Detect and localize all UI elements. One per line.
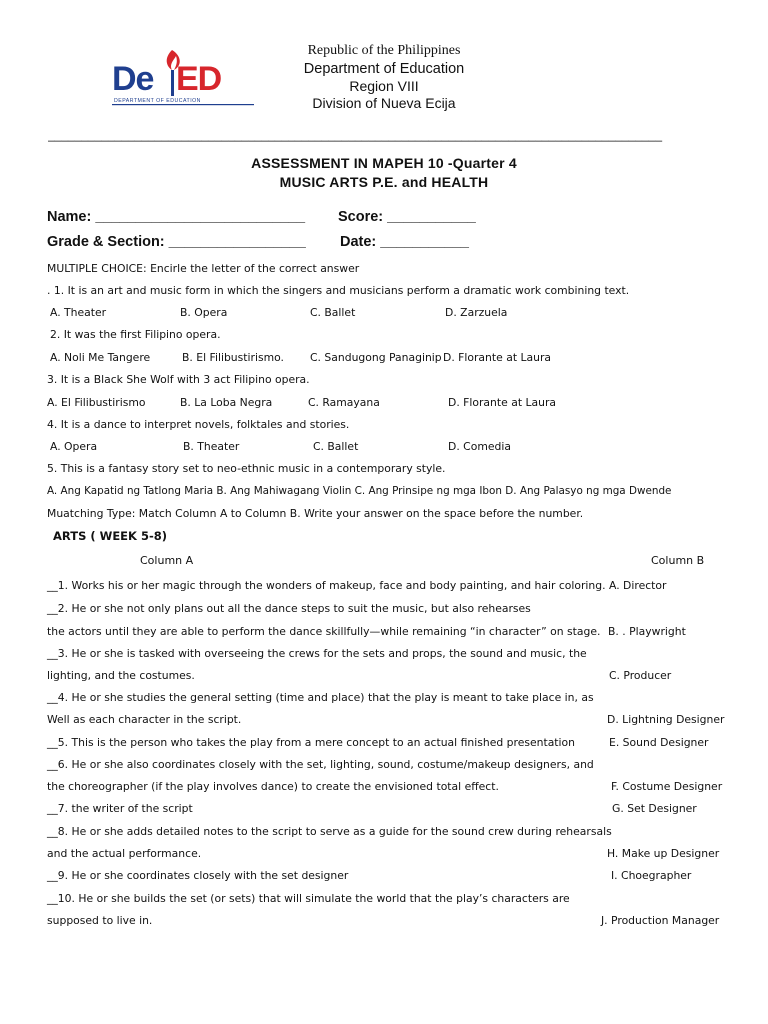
arts-section-heading: ARTS ( WEEK 5-8) xyxy=(53,529,167,543)
match-b-producer: C. Producer xyxy=(609,669,672,682)
match-a-line: __10. He or she builds the set (or sets) that will simulate the world that the play’s characters are xyxy=(47,892,570,905)
q2-choice-d: D. Florante at Laura xyxy=(443,351,552,364)
question-5: 5. This is a fantasy story set to neo-ethnic music in a contemporary style. xyxy=(47,462,446,475)
q3-choice-a: A. El Filibustirismo xyxy=(47,396,146,409)
q4-choice-a: A. Opera xyxy=(50,440,98,453)
svg-text:De: De xyxy=(112,60,154,98)
match-a-line: __1. Works his or her magic through the wonders of makeup, face and body painting, and hair coloring. xyxy=(47,579,606,592)
match-a-line: and the actual performance. xyxy=(47,847,202,860)
match-b-playwright: B. . Playwright xyxy=(608,625,686,638)
q2-choice-a: A. Noli Me Tangere xyxy=(50,351,151,364)
question-3: 3. It is a Black She Wolf with 3 act Filipino opera. xyxy=(47,373,310,386)
score-field[interactable]: Score: ___________ xyxy=(338,209,476,225)
q4-choice-d: D. Comedia xyxy=(448,440,511,453)
q1-choice-b: B. Opera xyxy=(180,306,228,319)
match-a-line: __8. He or she adds detailed notes to the script to serve as a guide for the sound crew during rehearsals xyxy=(47,825,612,838)
header-republic: Republic of the Philippines xyxy=(307,43,461,58)
match-a-line: __5. This is the person who takes the play from a mere concept to an actual finished presentation xyxy=(47,736,575,749)
match-a-line: lighting, and the costumes. xyxy=(47,669,195,682)
name-field[interactable]: Name: __________________________ xyxy=(47,209,306,225)
column-a-header: Column A xyxy=(140,554,194,567)
date-field[interactable]: Date: ___________ xyxy=(340,234,469,250)
header-department: Department of Education xyxy=(303,61,465,77)
grade-section-field[interactable]: Grade & Section: _________________ xyxy=(47,234,306,250)
match-b-costume-designer: F. Costume Designer xyxy=(611,780,723,793)
q5-choices: A. Ang Kapatid ng Tatlong Maria B. Ang Mahiwagang Violin C. Ang Prinsipe ng mga Ibon D. Ang Palasyo ng mga Dwende xyxy=(47,485,672,497)
match-b-lightning-designer: D. Lightning Designer xyxy=(607,713,725,726)
match-a-line: __6. He or she also coordinates closely with the set, lighting, sound, costume/makeup designers, and xyxy=(47,758,594,771)
match-a-line: the actors until they are able to perform the dance skillfully—while remaining “in character” on stage. xyxy=(47,625,601,638)
q3-choice-c: C. Ramayana xyxy=(308,396,380,409)
column-b-header: Column B xyxy=(651,554,705,567)
match-b-director: A. Director xyxy=(609,579,667,592)
q4-choice-c: C. Ballet xyxy=(313,440,359,453)
question-1: . 1. It is an art and music form in which the singers and musicians perform a dramatic work combining text. xyxy=(47,284,630,297)
match-a-line: the choreographer (if the play involves dance) to create the envisioned total effect. xyxy=(47,780,499,793)
q1-choice-a: A. Theater xyxy=(50,306,107,319)
match-b-sound-designer: E. Sound Designer xyxy=(609,736,709,749)
question-4: 4. It is a dance to interpret novels, folktales and stories. xyxy=(47,418,350,431)
q3-choice-d: D. Florante at Laura xyxy=(448,396,557,409)
matching-instruction: Muatching Type: Match Column A to Column B. Write your answer on the space before the number. xyxy=(47,507,584,520)
svg-text:ED: ED xyxy=(176,60,222,98)
match-a-line: __9. He or she coordinates closely with the set designer xyxy=(47,869,349,882)
q4-choice-b: B. Theater xyxy=(183,440,240,453)
match-a-line: __3. He or she is tasked with overseeing the crews for the sets and props, the sound and music, the xyxy=(47,647,587,660)
q1-choice-c: C. Ballet xyxy=(310,306,356,319)
q1-choice-d: D. Zarzuela xyxy=(445,306,508,319)
header-divider: ____________________________________________________________________________________________ xyxy=(48,128,662,142)
svg-text:DEPARTMENT OF EDUCATION: DEPARTMENT OF EDUCATION xyxy=(114,98,201,104)
assessment-subtitle: MUSIC ARTS P.E. and HEALTH xyxy=(279,174,489,190)
assessment-title: ASSESSMENT IN MAPEH 10 -Quarter 4 xyxy=(251,155,517,171)
mc-instruction: MULTIPLE CHOICE: Encirle the letter of the correct answer xyxy=(47,262,360,275)
match-a-line: __7. the writer of the script xyxy=(47,802,193,815)
match-a-line: Well as each character in the script. xyxy=(47,713,242,726)
match-a-line: __2. He or she not only plans out all the dance steps to suit the music, but also rehearses xyxy=(47,602,531,615)
header-region: Region VIII xyxy=(349,78,419,94)
match-b-makeup-designer: H. Make up Designer xyxy=(607,847,720,860)
match-b-production-manager: J. Production Manager xyxy=(601,914,720,927)
question-2: 2. It was the first Filipino opera. xyxy=(50,328,221,341)
header-division: Division of Nueva Ecija xyxy=(312,95,456,111)
q2-choice-c: C. Sandugong Panaginip xyxy=(310,351,442,364)
match-b-set-designer: G. Set Designer xyxy=(612,802,697,815)
q2-choice-b: B. El Filibustirismo. xyxy=(182,351,284,364)
match-a-line: supposed to live in. xyxy=(47,914,153,927)
q3-choice-b: B. La Loba Negra xyxy=(180,396,273,409)
match-b-choreographer: I. Choegrapher xyxy=(611,869,692,882)
match-a-line: __4. He or she studies the general setting (time and place) that the play is meant to take place in, as xyxy=(47,691,594,704)
